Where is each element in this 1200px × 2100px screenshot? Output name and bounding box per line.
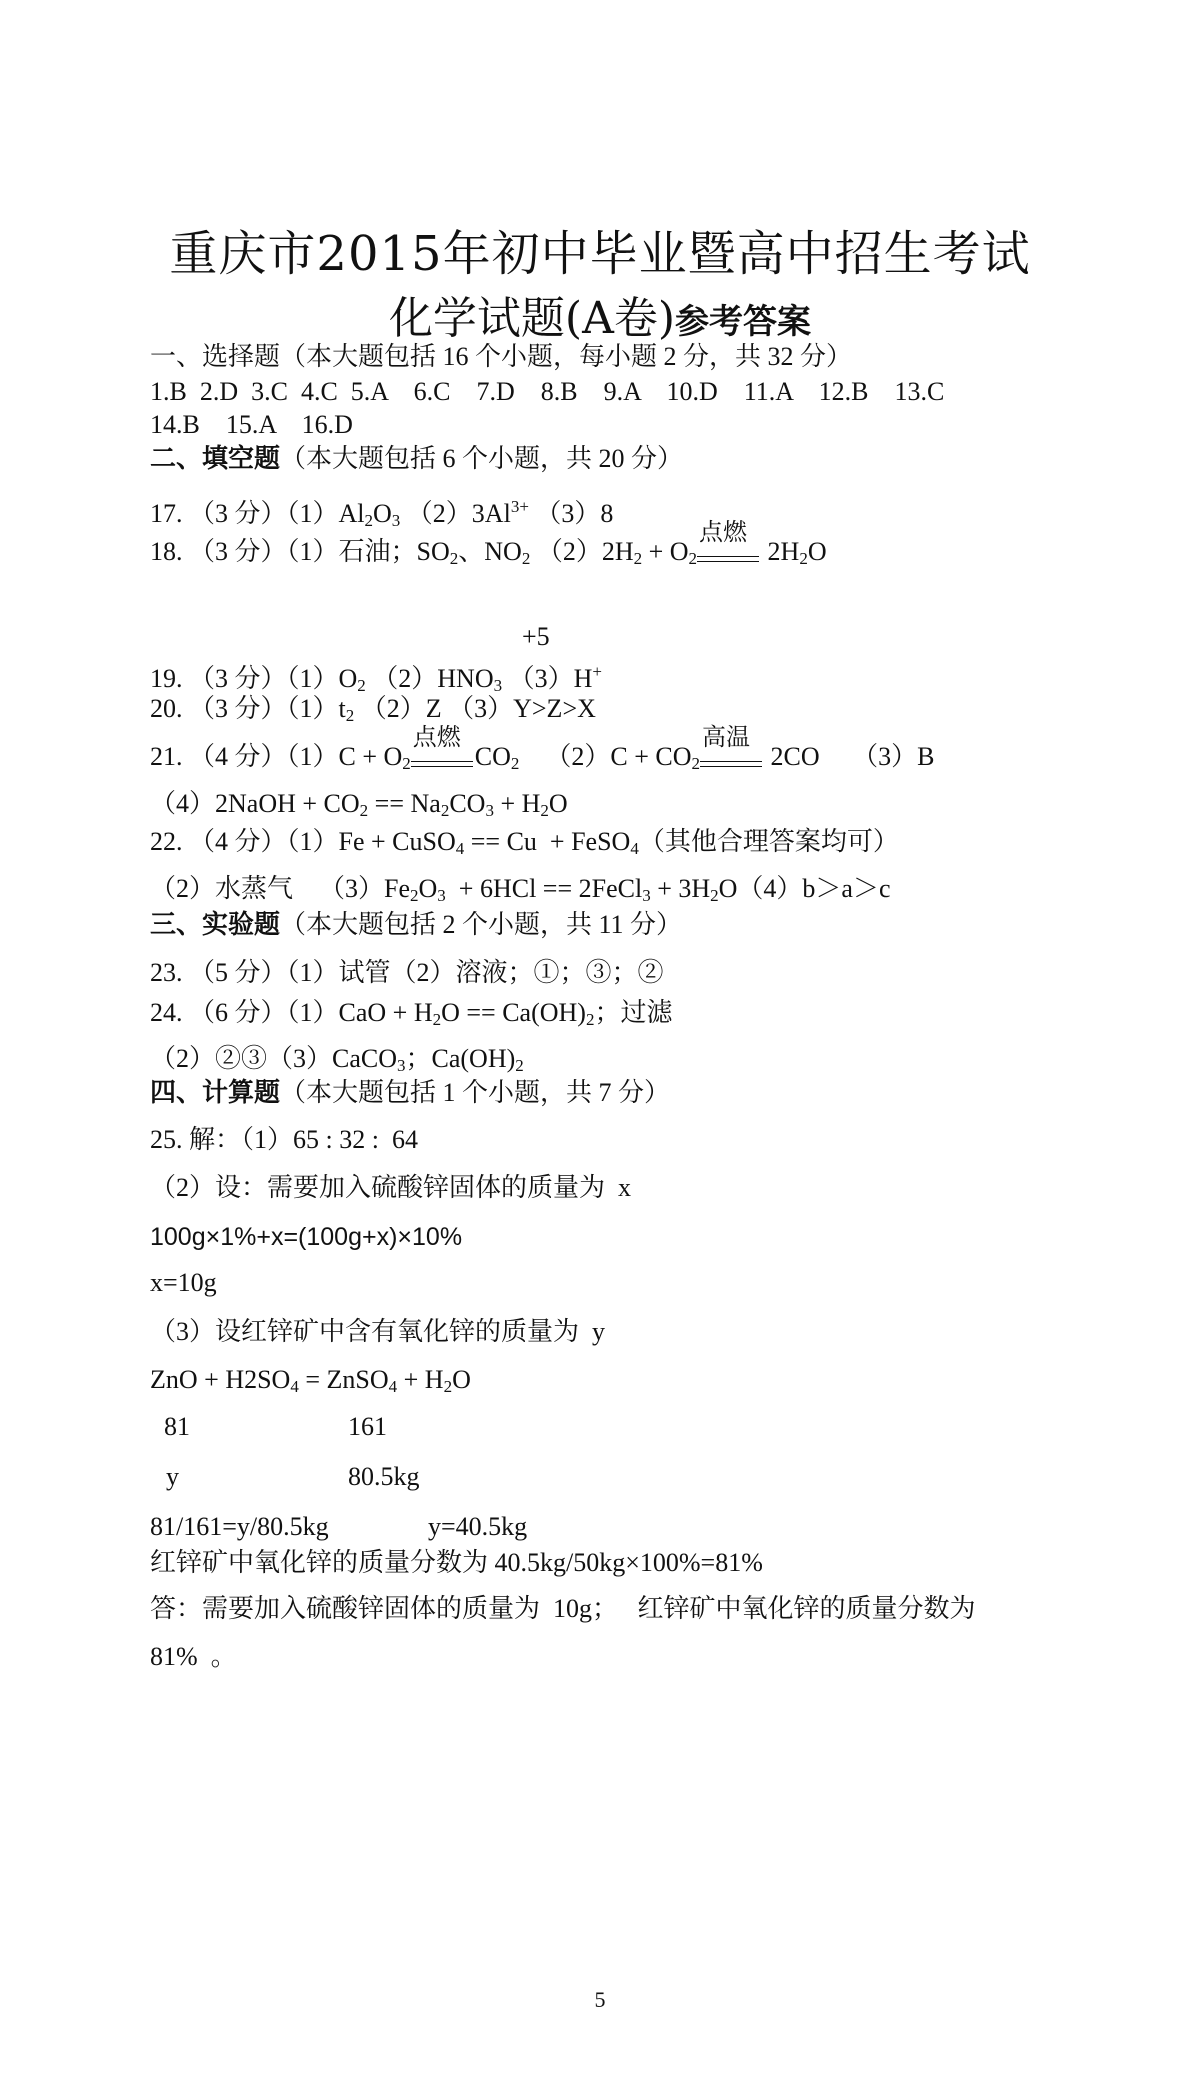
answer-18: 18. （3 分）（1）石油；$SO_2$、$NO_2$ $(2)2H_2 + O_2$ 点燃 $2H_2O$: [150, 535, 827, 576]
answer-24: 24. （6 分）$(1)CaO + H_2O == Ca(OH)_2$；过滤: [150, 998, 673, 1029]
valence-mark: +5: [522, 622, 550, 651]
unknown-y: y: [166, 1462, 179, 1491]
subtitle-answer-key: 参考答案: [675, 302, 812, 342]
section-2-header: [150, 442, 683, 476]
molar-mass-zno: 81: [164, 1412, 190, 1441]
subtitle-main: 化学试题(A卷): [388, 293, 676, 344]
section-2-label: 二、填空题: [150, 444, 281, 473]
reaction-condition-high-temp: 高温: [700, 747, 764, 781]
reaction-equation: ZnO + $H2SO_4$ = ZnSO$_4$ + $H_2O$: [150, 1365, 471, 1396]
known-mass: 80.5kg: [348, 1462, 420, 1491]
mass-fraction: 红锌矿中氧化锌的质量分数为 40.5kg/50kg×100%=81%: [150, 1548, 763, 1577]
answer-22-part2: （2）水蒸气 $(3)Fe_2O_3 + 6HCl$ == 2FeCl$_3$ + $3H_2O(4)b>a>c$: [150, 874, 891, 905]
section-3-label: 三、实验题: [150, 910, 281, 939]
section-2-note: （本大题包括 6 个小题，共 20 分）: [280, 444, 684, 473]
section-3-header: [150, 908, 682, 942]
equation-mass: 100g×1%+x=(100g+x)×10%: [150, 1223, 463, 1251]
result-x: x=10g: [150, 1268, 217, 1297]
final-answer-line2: 81% 。: [150, 1642, 237, 1671]
section-4-note: （本大题包括 1 个小题，共 7 分）: [280, 1078, 671, 1107]
answer-19: 19. （3 分）$(1)O_2$ $(2)HNO_3$ （3）H+: [150, 662, 602, 695]
answer-21-part4: （4）2NaOH + $CO_2 == Na_2CO_3 + H_2O$: [150, 789, 568, 820]
answer-20: 20. （3 分）$(1)t_2$ （2）Z （3）Y>Z>X: [150, 694, 596, 725]
ratio-equation: 81/161=y/80.5kg: [150, 1512, 329, 1541]
answer-17: 17. （3 分）$(1)Al_2O_3$ $(2)3Al^{3+}$ （3）8: [150, 497, 614, 530]
section-4-header: [150, 1076, 670, 1110]
exam-subtitle: [0, 282, 1200, 346]
exam-title: 重庆市2015年初中毕业暨高中招生考试: [169, 226, 1031, 282]
answer-25-part2: （2）设：需要加入硫酸锌固体的质量为 x: [150, 1173, 632, 1202]
section-3-note: （本大题包括 2 个小题，共 11 分）: [280, 910, 683, 939]
section-1-header: 一、选择题（本大题包括 16 个小题，每小题 2 分，共 32 分）: [150, 342, 853, 371]
answer-24-part2: （2）②③（3）CaCO$_3$；$Ca(OH)_2$: [150, 1044, 524, 1075]
molar-mass-znso4: 161: [348, 1412, 387, 1441]
answer-25-part3: （3）设红锌矿中含有氧化锌的质量为 y: [150, 1317, 606, 1346]
answer-25-part1: 25. 解：（1）65 : 32 : 64: [150, 1125, 418, 1154]
result-y: y=40.5kg: [428, 1512, 528, 1541]
section-1-answers-row1: 1.B 2.D 3.C 4.C 5.A 6.C 7.D 8.B 9.A 10.D 11.A 12.B 13.C: [150, 377, 945, 406]
section-1-answers-row2: 14.B 15.A 16.D: [150, 410, 353, 439]
section-4-label: 四、计算题: [150, 1078, 281, 1107]
answer-23: 23. （5 分）（1）试管（2）溶液；①；③；②: [150, 958, 664, 987]
reaction-condition-ignite: 点燃: [411, 747, 475, 781]
answer-22: 22. （4 分）（1）Fe + CuSO$_4$ == Cu + FeSO$_4$（其他合理答案均可）: [150, 827, 899, 858]
page-number: 5: [594, 1987, 606, 2012]
reaction-condition-ignite: 点燃: [697, 542, 761, 576]
final-answer-line1: 答：需要加入硫酸锌固体的质量为 10g； 红锌矿中氧化锌的质量分数为: [150, 1594, 976, 1623]
answer-21: 21. （4 分）$(1)C + O_2$ 点燃 $CO_2$ $(2)C + CO_2$ 高温 2CO （3）B: [150, 740, 935, 781]
